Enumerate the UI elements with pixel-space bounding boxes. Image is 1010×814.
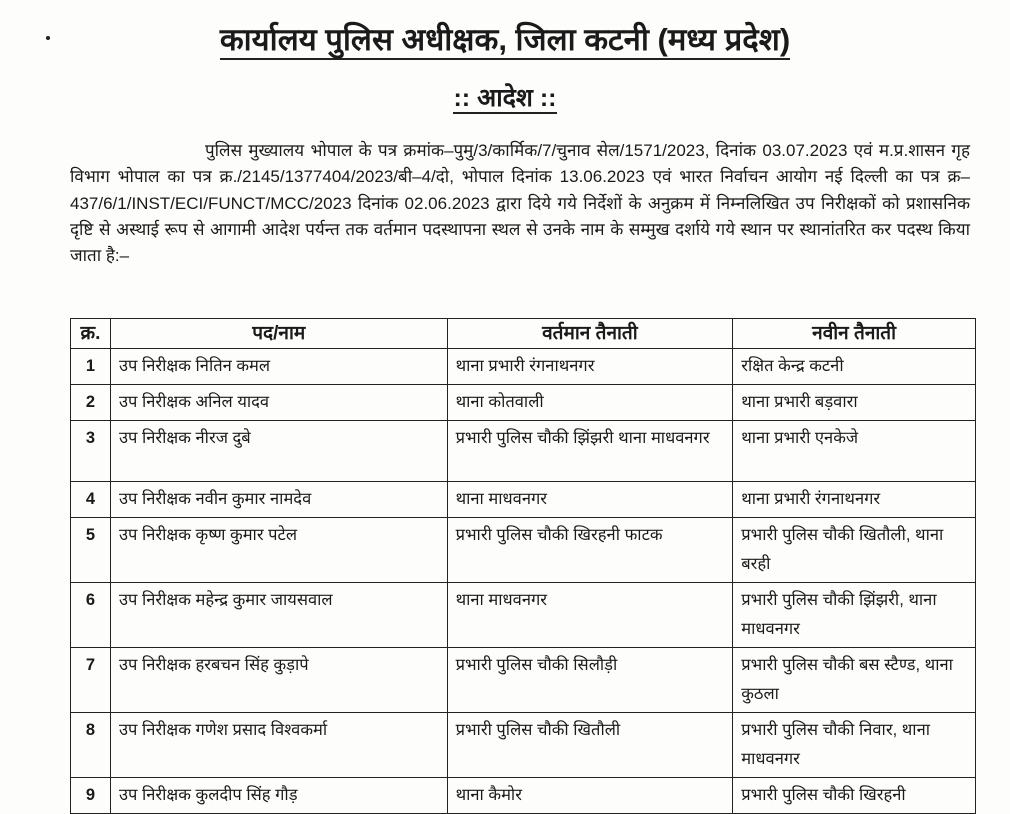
serial-cell: 2	[71, 385, 111, 421]
new-posting-cell: प्रभारी पुलिस चौकी खिरहनी	[733, 778, 976, 814]
new-posting-cell: प्रभारी पुलिस चौकी बस स्टैण्ड, थाना कुठला	[733, 648, 976, 713]
office-title-text: कार्यालय पुलिस अधीक्षक, जिला कटनी (मध्य प्रदेश)	[220, 22, 790, 60]
header-current-posting: वर्तमान तैनाती	[447, 319, 733, 349]
current-posting-cell: थाना कैमोर	[447, 778, 733, 814]
current-posting-cell: थाना माधवनगर	[447, 482, 733, 518]
current-posting-cell: प्रभारी पुलिस चौकी सिलौड़ी	[447, 648, 733, 713]
new-posting-cell: प्रभारी पुलिस चौकी झिंझरी, थाना माधवनगर	[733, 583, 976, 648]
table-row	[71, 713, 976, 778]
table-row	[71, 421, 976, 482]
new-posting-cell: थाना प्रभारी रंगनाथनगर	[733, 482, 976, 518]
serial-cell: 4	[71, 482, 111, 518]
table-row	[71, 482, 976, 518]
current-posting-cell: प्रभारी पुलिस चौकी खितौली	[447, 713, 733, 778]
table-row	[71, 385, 976, 421]
name-cell: उप निरीक्षक नवीन कुमार नामदेव	[110, 482, 447, 518]
serial-cell: 1	[71, 349, 111, 385]
table-row	[71, 518, 976, 583]
table-row	[71, 349, 976, 385]
new-posting-cell: प्रभारी पुलिस चौकी खितौली, थाना बरही	[733, 518, 976, 583]
name-cell: उप निरीक्षक कृष्ण कुमार पटेल	[110, 518, 447, 583]
new-posting-cell: प्रभारी पुलिस चौकी निवार, थाना माधवनगर	[733, 713, 976, 778]
table-header-row	[71, 319, 976, 349]
serial-cell: 7	[71, 648, 111, 713]
name-cell: उप निरीक्षक अनिल यादव	[110, 385, 447, 421]
name-cell: उप निरीक्षक हरबचन सिंह कुड़ापे	[110, 648, 447, 713]
table-row	[71, 778, 976, 814]
table-row	[71, 583, 976, 648]
name-cell: उप निरीक्षक गणेश प्रसाद विश्वकर्मा	[110, 713, 447, 778]
header-serial: क्र.	[71, 319, 111, 349]
order-heading	[0, 80, 1010, 114]
new-posting-cell: थाना प्रभारी बड़वारा	[733, 385, 976, 421]
order-paragraph: पुलिस मुख्यालय भोपाल के पत्र क्रमांक–पुमु/3/कार्मिक/7/चुनाव सेल/1571/2023, दिनांक 03.07.2023 एवं म.प्र.शासन गृह विभाग भोपाल का पत्र क्र./2145/1377404/2023/बी–4/दो, भोपाल दिनांक 13.06.2023 एवं भारत निर्वाचन आयोग नई दिल्ली का पत्र क्र–437/6/1/INST/ECI/FUNCT/MCC/2023 दिनांक 02.06.2023 द्वारा दिये गये निर्देशों के अनुक्रम में निम्नलिखित उप निरीक्षकों को प्रशासनिक दृष्टि से अस्थाई रूप से आगामी आदेश पर्यन्त तक वर्तमान पदस्थापना स्थल से उनके नाम के सम्मुख दर्शाये गये स्थान पर स्थानांतरित कर पदस्थ किया जाता है:–	[70, 141, 970, 266]
header-name: पद/नाम	[110, 319, 447, 349]
current-posting-cell: प्रभारी पुलिस चौकी खिरहनी फाटक	[447, 518, 733, 583]
name-cell: उप निरीक्षक महेन्द्र कुमार जायसवाल	[110, 583, 447, 648]
transfer-table	[70, 318, 976, 814]
current-posting-cell: प्रभारी पुलिस चौकी झिंझरी थाना माधवनगर	[447, 421, 733, 482]
table-row	[71, 648, 976, 713]
name-cell: उप निरीक्षक नीरज दुबे	[110, 421, 447, 482]
office-title	[0, 18, 1010, 60]
order-heading-text: :: आदेश ::	[453, 84, 557, 112]
current-posting-cell: थाना प्रभारी रंगनाथनगर	[447, 349, 733, 385]
current-posting-cell: थाना माधवनगर	[447, 583, 733, 648]
new-posting-cell: रक्षित केन्द्र कटनी	[733, 349, 976, 385]
name-cell: उप निरीक्षक कुलदीप सिंह गौड़	[110, 778, 447, 814]
serial-cell: 8	[71, 713, 111, 778]
serial-cell: 3	[71, 421, 111, 482]
name-cell: उप निरीक्षक नितिन कमल	[110, 349, 447, 385]
serial-cell: 9	[71, 778, 111, 814]
header-new-posting: नवीन तैनाती	[733, 319, 976, 349]
serial-cell: 6	[71, 583, 111, 648]
new-posting-cell: थाना प्रभारी एनकेजे	[733, 421, 976, 482]
serial-cell: 5	[71, 518, 111, 583]
current-posting-cell: थाना कोतवाली	[447, 385, 733, 421]
